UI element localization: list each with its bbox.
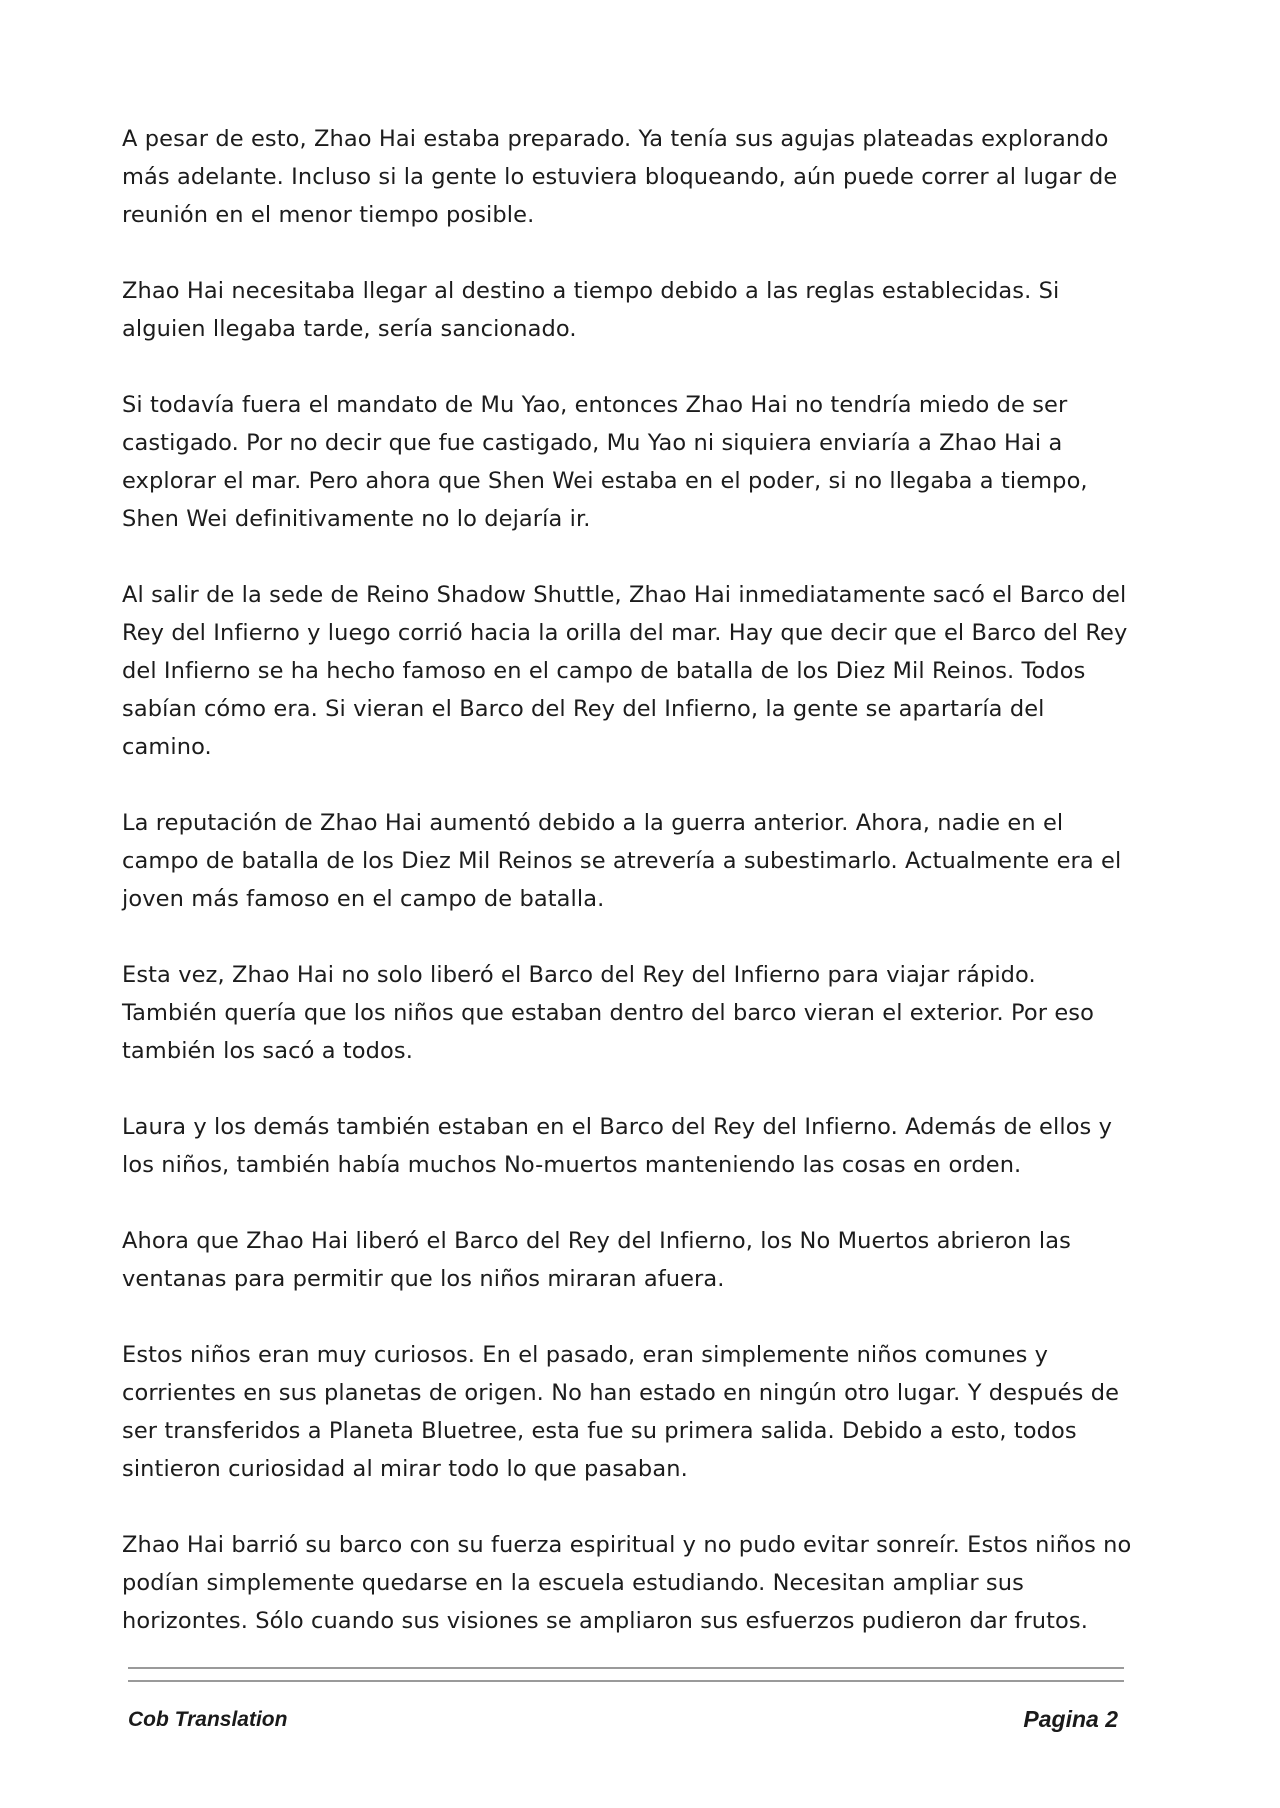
footer-source-label: Cob Translation bbox=[128, 1708, 288, 1731]
paragraph: Esta vez, Zhao Hai no solo liberó el Barco del Rey del Infierno para viajar rápido. También quería que los niños que estaban dentro del barco vieran el exterior. Por eso también los sacó a todos. bbox=[122, 962, 1094, 1064]
footer-divider-bottom bbox=[128, 1680, 1124, 1682]
document-body bbox=[122, 120, 1132, 1678]
paragraph: Ahora que Zhao Hai liberó el Barco del Rey del Infierno, los No Muertos abrieron las ventanas para permitir que los niños miraran afuera. bbox=[122, 1228, 1071, 1292]
paragraph: Estos niños eran muy curiosos. En el pasado, eran simplemente niños comunes y corrientes en sus planetas de origen. No han estado en ningún otro lugar. Y después de ser transferidos a Planeta Bluetree, esta fue su primera salida. Debido a esto, todos sintieron curiosidad al mirar todo lo que pasaban. bbox=[122, 1342, 1120, 1482]
paragraph: La reputación de Zhao Hai aumentó debido a la guerra anterior. Ahora, nadie en el campo de batalla de los Diez Mil Reinos se atrevería a subestimarlo. Actualmente era el joven más famoso en el campo de batalla. bbox=[122, 810, 1122, 912]
paragraph: Laura y los demás también estaban en el Barco del Rey del Infierno. Además de ellos y los niños, también había muchos No-muertos manteniendo las cosas en orden. bbox=[122, 1114, 1113, 1178]
paragraph: A pesar de esto, Zhao Hai estaba preparado. Ya tenía sus agujas plateadas explorando más adelante. Incluso si la gente lo estuviera bloqueando, aún puede correr al lugar de reunión en el menor tiempo posible. bbox=[122, 126, 1118, 228]
paragraph: Zhao Hai necesitaba llegar al destino a tiempo debido a las reglas establecidas. Si alguien llegaba tarde, sería sancionado. bbox=[122, 278, 1060, 342]
paragraph: Al salir de la sede de Reino Shadow Shuttle, Zhao Hai inmediatamente sacó el Barco del Rey del Infierno y luego corrió hacia la orilla del mar. Hay que decir que el Barco del Rey del Infierno se ha hecho famoso en el campo de batalla de los Diez Mil Reinos. Todos sabían cómo era. Si vieran el Barco del Rey del Infierno, la gente se apartaría del camino. bbox=[122, 582, 1128, 760]
footer-divider-top bbox=[128, 1667, 1124, 1669]
paragraph: Si todavía fuera el mandato de Mu Yao, entonces Zhao Hai no tendría miedo de ser castigado. Por no decir que fue castigado, Mu Yao ni siquiera enviaría a Zhao Hai a explorar el mar. Pero ahora que Shen Wei estaba en el poder, si no llegaba a tiempo, Shen Wei definitivamente no lo dejaría ir. bbox=[122, 392, 1088, 532]
paragraph: Zhao Hai barrió su barco con su fuerza espiritual y no pudo evitar sonreír. Estos niños no podían simplemente quedarse en la escuela estudiando. Necesitan ampliar sus horizontes. Sólo cuando sus visiones se ampliaron sus esfuerzos pudieron dar frutos. bbox=[122, 1532, 1132, 1634]
page-number: Pagina 2 bbox=[1023, 1706, 1118, 1732]
